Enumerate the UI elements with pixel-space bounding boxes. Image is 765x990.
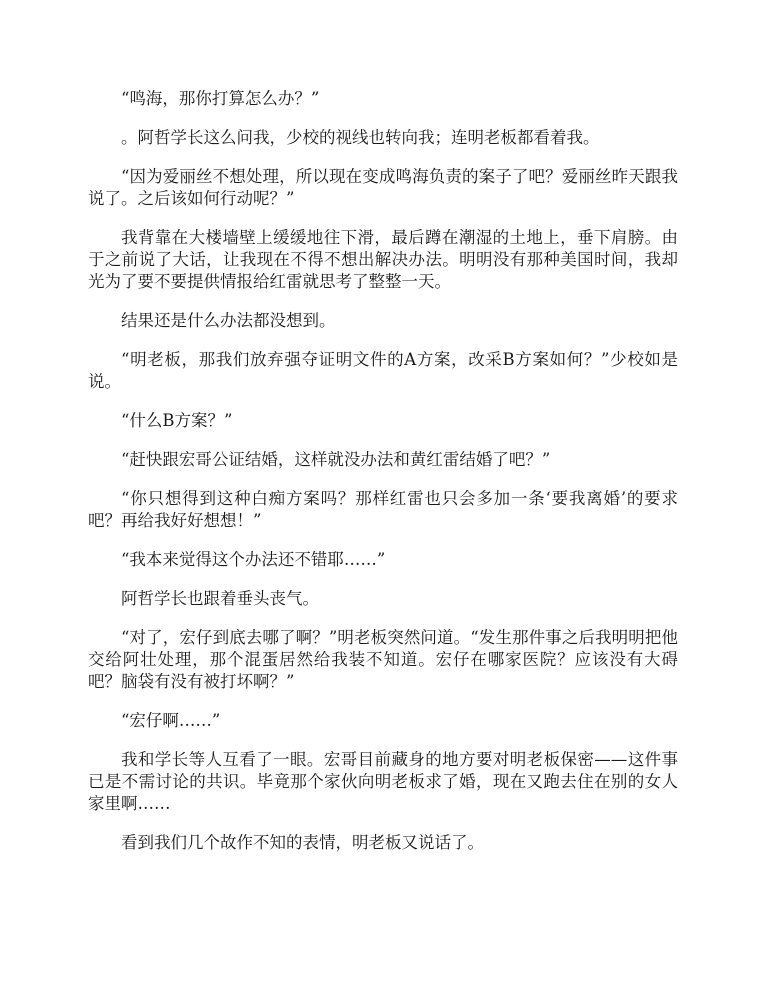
paragraph: “什么B方案？” [121, 411, 233, 430]
paragraph: “宏仔啊……” [121, 711, 221, 730]
paragraph: “你只想得到这种白痴方案吗？那样红雷也只会多加一条‘要我离婚’的要求吧？再给我好好想想！” [88, 489, 678, 530]
paragraph: “赶快跟宏哥公证结婚，这样就没办法和黄红雷结婚了吧？” [121, 450, 551, 469]
paragraph: 看到我们几个故作不知的表情，明老板又说话了。 [121, 833, 484, 852]
document-page [88, 88, 678, 871]
paragraph: 结果还是什么办法都没想到。 [121, 311, 336, 330]
paragraph: 我背靠在大楼墙壁上缓缓地往下滑，最后蹲在潮湿的土地上，垂下肩膀。由于之前说了大话，让我现在不得不想出解决办法。明明没有那种美国时间，我却光为了要不要提供情报给红雷就思考了整整一天。 [88, 228, 678, 291]
paragraph: “对了，宏仔到底去哪了啊？”明老板突然问道。“发生那件事之后我明明把他交给阿壮处理，那个混蛋居然给我装不知道。宏仔在哪家医院？应该没有大碍吧？脑袋有没有被打坏啊？” [88, 628, 678, 691]
paragraph: “明老板，那我们放弃强夺证明文件的A方案，改采B方案如何？”少校如是说。 [88, 350, 678, 391]
paragraph: 我和学长等人互看了一眼。宏哥目前藏身的地方要对明老板保密——这件事已是不需讨论的共识。毕竟那个家伙向明老板求了婚，现在又跑去住在别的女人家里啊…… [88, 750, 678, 813]
paragraph: 。阿哲学长这么问我，少校的视线也转向我；连明老板都看着我。 [121, 128, 600, 147]
paragraph: “鸣海，那你打算怎么办？” [121, 89, 320, 108]
paragraph: 阿哲学长也跟着垂头丧气。 [121, 589, 319, 608]
paragraph: “我本来觉得这个办法还不错耶……” [121, 550, 386, 569]
paragraph: “因为爱丽丝不想处理，所以现在变成鸣海负责的案子了吧？爱丽丝昨天跟我说了。之后该如何行动呢？” [88, 167, 678, 208]
